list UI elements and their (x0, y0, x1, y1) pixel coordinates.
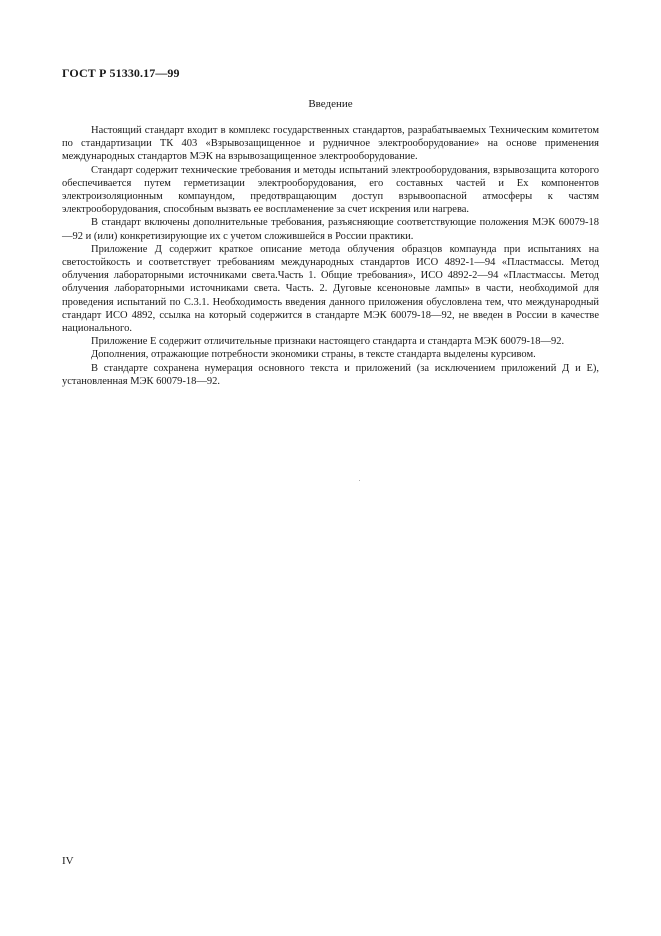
introduction-body (62, 124, 599, 388)
paragraph-appendix-e: Приложение Е содержит отличительные признаки настоящего стандарта и стандарта МЭК 60079-18—92. (91, 336, 565, 348)
section-title: Введение (308, 98, 353, 110)
standard-code-header: ГОСТ Р 51330.17—99 (62, 66, 180, 80)
paragraph-requirements: Стандарт содержит технические требования и методы испытаний электрооборудования, взрывозащита которого обеспечивается путем герметизации электрооборудования, его составных частей и Ex компонентов электроизоляционным компаундом, предотвращающим доступ взрывоопасной атмосферы к частям электрооборудования, способным вызвать ее воспламенение за счет искрения или нагрева. (62, 164, 599, 216)
page-number: IV (62, 855, 74, 867)
paragraph-numbering: В стандарте сохранена нумерация основного текста и приложений (за исключением приложений Д и Е), установленная МЭК 60079-18—92. (62, 362, 599, 387)
scan-speck (359, 480, 360, 481)
paragraph-italic-additions: Дополнения, отражающие потребности экономики страны, в тексте стандарта выделены курсивом. (91, 349, 536, 361)
paragraph-additional-requirements: В стандарт включены дополнительные требования, разъясняющие соответствующие положения МЭК 60079-18—92 и (или) конкретизирующие их с учетом сложившейся в России практики. (62, 217, 599, 242)
paragraph-appendix-d: Приложение Д содержит краткое описание метода облучения образцов компаунда при испытаниях на светостойкость и соответствует требованиям международных стандартов ИСО 4892-1—94 «Пластмассы. Метод облучения лабораторными источниками света.Часть 1. Общие требования», ИСО 4892-2—94 «Пластмассы. Метод облучения лабораторными источниками света. Часть. 2. Дуговые ксеноновые лампы» в части, необходимой для проведения испытаний по С.3.1. Необходимость введения данного приложения обусловлена тем, что международный стандарт ИСО 4892, ссылка на который содержится в стандарте МЭК 60079-18—92, не введен в России в качестве национального. (62, 243, 599, 335)
paragraph-scope: Настоящий стандарт входит в комплекс государственных стандартов, разрабатываемых Техническим комитетом по стандартизации ТК 403 «Взрывозащищенное и рудничное электрооборудование» на основе применения международных стандартов МЭК на взрывозащищенное электрооборудование. (62, 125, 599, 163)
